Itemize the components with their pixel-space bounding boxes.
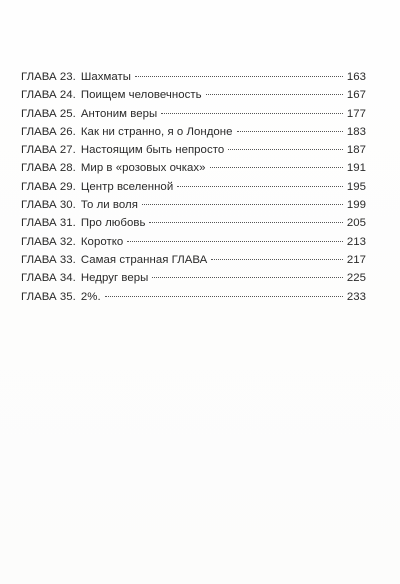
- toc-entry: [21, 181, 366, 199]
- toc-chapter-number: ГЛАВА 25.: [21, 107, 76, 120]
- table-of-contents: [21, 71, 366, 309]
- toc-entry: [21, 162, 366, 180]
- toc-chapter-number: ГЛАВА 30.: [21, 199, 76, 212]
- toc-chapter-title: Коротко: [80, 235, 124, 248]
- toc-entry: [21, 236, 366, 254]
- toc-entry: [21, 108, 366, 126]
- toc-chapter-title: Самая странная ГЛАВА: [80, 253, 208, 266]
- toc-chapter-number: ГЛАВА 27.: [21, 144, 76, 157]
- toc-chapter-title: Поищем человечность: [80, 89, 202, 102]
- toc-entry: [21, 71, 366, 89]
- toc-page-number: 205: [346, 217, 366, 230]
- dot-leader: [177, 186, 343, 187]
- toc-page-number: 233: [346, 290, 366, 303]
- toc-entry: [21, 272, 366, 290]
- toc-page-number: 225: [346, 272, 366, 285]
- toc-chapter-title: 2%.: [80, 290, 101, 303]
- dot-leader: [105, 296, 343, 297]
- toc-entry: [21, 89, 366, 107]
- toc-chapter-number: ГЛАВА 34.: [21, 272, 76, 285]
- toc-entry: [21, 254, 366, 272]
- dot-leader: [210, 167, 343, 168]
- toc-chapter-number: ГЛАВА 24.: [21, 89, 76, 102]
- toc-chapter-title: Про любовь: [80, 217, 146, 230]
- toc-chapter-title: Центр вселенной: [80, 180, 174, 193]
- dot-leader: [149, 222, 342, 223]
- dot-leader: [161, 113, 343, 114]
- dot-leader: [142, 204, 343, 205]
- dot-leader: [237, 131, 343, 132]
- toc-page-number: 213: [346, 235, 366, 248]
- toc-chapter-number: ГЛАВА 23.: [21, 71, 76, 83]
- dot-leader: [228, 149, 343, 150]
- dot-leader: [135, 76, 343, 77]
- toc-chapter-number: ГЛАВА 28.: [21, 162, 76, 175]
- toc-page-number: 163: [346, 71, 366, 83]
- toc-chapter-title: Шахматы: [80, 71, 132, 83]
- toc-entry: [21, 126, 366, 144]
- toc-entry: [21, 217, 366, 235]
- toc-chapter-title: Мир в «розовых очках»: [80, 162, 206, 175]
- toc-chapter-number: ГЛАВА 29.: [21, 180, 76, 193]
- toc-entry: [21, 144, 366, 162]
- toc-entry: [21, 199, 366, 217]
- toc-entry: [21, 291, 366, 309]
- dot-leader: [127, 241, 343, 242]
- dot-leader: [206, 94, 343, 95]
- toc-page-number: 217: [346, 253, 366, 266]
- toc-chapter-number: ГЛАВА 26.: [21, 125, 76, 138]
- toc-page-number: 199: [346, 199, 366, 212]
- dot-leader: [211, 259, 343, 260]
- toc-chapter-number: ГЛАВА 31.: [21, 217, 76, 230]
- toc-chapter-number: ГЛАВА 35.: [21, 290, 76, 303]
- dot-leader: [152, 277, 342, 278]
- toc-chapter-title: Антоним веры: [80, 107, 158, 120]
- toc-chapter-title: То ли воля: [80, 199, 138, 212]
- toc-page-number: 167: [346, 89, 366, 102]
- toc-page-number: 195: [346, 180, 366, 193]
- toc-chapter-title: Настоящим быть непросто: [80, 144, 225, 157]
- toc-page-number: 191: [346, 162, 366, 175]
- toc-page-number: 183: [346, 125, 366, 138]
- toc-chapter-number: ГЛАВА 32.: [21, 235, 76, 248]
- toc-page-number: 187: [346, 144, 366, 157]
- toc-chapter-title: Недруг веры: [80, 272, 149, 285]
- toc-chapter-number: ГЛАВА 33.: [21, 253, 76, 266]
- toc-page-number: 177: [346, 107, 366, 120]
- toc-chapter-title: Как ни странно, я о Лондоне: [80, 125, 233, 138]
